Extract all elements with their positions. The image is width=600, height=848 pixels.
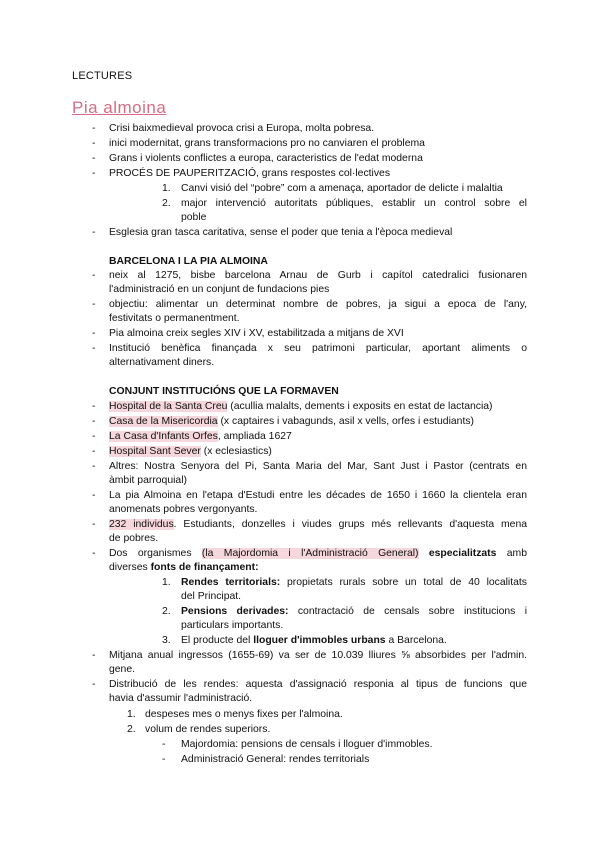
list-item: La pia Almoina en l'etapa d'Estudi entre les décades de 1650 i 1660 la clientela eran xyxy=(109,490,527,501)
list-item: Esglesia gran tasca caritativa, sense el poder que tenia a l'època medieval xyxy=(109,227,453,238)
list-number: 3. xyxy=(162,635,171,646)
list-item: inici modernitat, grans transformacions pro no canviaren el problema xyxy=(109,138,425,149)
section-heading: BARCELONA I LA PIA ALMOINA xyxy=(109,256,268,267)
list-number: 1. xyxy=(162,183,171,194)
list-item: Mitjana anual ingressos (1655-69) va ser de 10.039 lliures ⅝ absorbides per l'admin. xyxy=(109,650,527,661)
highlighted-text: Hospital de la Santa Creu xyxy=(109,401,228,412)
list-item-cont: gene. xyxy=(109,664,136,675)
list-item-text: a Barcelona. xyxy=(385,635,447,646)
bold-text: Pensions derivades: xyxy=(181,606,289,617)
bullet-dash: - xyxy=(92,650,96,661)
list-item xyxy=(109,546,527,561)
list-item-text: (acullia malalts, dements i exposits en estat de lactancia) xyxy=(227,401,493,412)
list-item xyxy=(109,444,272,459)
sub-list-item: despeses mes o menys fixes per l'almoina. xyxy=(145,709,343,720)
section-heading: CONJUNT INSTITUCIÓNS QUE LA FORMAVEN xyxy=(109,386,339,397)
sub-list-item xyxy=(181,633,447,648)
list-item-text: contractació de censals sobre institucions i xyxy=(288,606,527,617)
bullet-dash: - xyxy=(92,270,96,281)
sub-list-item: major intervenció autoritats públiques, establir un control sobre el xyxy=(181,198,527,209)
sub-list-item-cont: particulars importants. xyxy=(181,620,284,631)
list-item-cont: festivitats o permanentment. xyxy=(109,313,240,324)
list-item: objectiu: alimentar un determinat nombre de pobres, ja sigui a epoca de l'any, xyxy=(109,299,527,310)
list-item-cont: àmbit parroquial) xyxy=(109,475,187,486)
bullet-dash: - xyxy=(92,679,96,690)
sub-list-item xyxy=(181,604,527,619)
list-item-cont: de pobres. xyxy=(109,533,159,544)
list-item-text: propietats rurals sobre un total de 40 localitats xyxy=(280,577,527,588)
list-item xyxy=(109,399,493,414)
list-item-cont: havia d'assumir l'administració. xyxy=(109,693,253,704)
bullet-dash: - xyxy=(92,153,96,164)
bold-text: fonts de finançament: xyxy=(150,562,259,573)
sub-list-item-cont: poble xyxy=(181,212,207,223)
list-item-text: . Estudiants, donzelles i viudes grups més rellevants d'aquesta mena xyxy=(173,519,527,530)
list-number: 1. xyxy=(127,709,136,720)
sub-sub-list-item: Administració General: rendes territorials xyxy=(181,754,370,765)
list-item-text: El producte del xyxy=(181,635,254,646)
bold-text: Rendes territorials: xyxy=(181,577,281,588)
bullet-dash: - xyxy=(162,754,166,765)
list-item: Institució benèfica finançada x seu patrimoni particular, aportant aliments o xyxy=(109,343,527,354)
highlighted-text: (la Majordomia i l'Administració General) xyxy=(201,548,419,559)
list-item: neix al 1275, bisbe barcelona Arnau de Gurb i capítol catedralici fusionaren xyxy=(109,270,527,281)
bullet-dash: - xyxy=(92,416,96,427)
bold-text: especialitzats xyxy=(418,548,497,559)
bullet-dash: - xyxy=(92,446,96,457)
highlighted-text: La Casa d'Infants Orfes xyxy=(109,431,218,442)
list-number: 2. xyxy=(162,606,171,617)
list-number: 2. xyxy=(162,198,171,209)
bullet-dash: - xyxy=(162,739,166,750)
bullet-dash: - xyxy=(92,343,96,354)
list-number: 2. xyxy=(127,724,136,735)
bullet-dash: - xyxy=(92,431,96,442)
highlighted-text: 232 individus xyxy=(109,519,174,530)
list-item: Altres: Nostra Senyora del Pi, Santa Maria del Mar, Sant Just i Pastor (centrats en xyxy=(109,461,527,472)
bullet-dash: - xyxy=(92,227,96,238)
list-item-text: (x eclesiastics) xyxy=(200,446,272,457)
bullet-dash: - xyxy=(92,168,96,179)
sub-list-item: Canvi visió del “pobre” com a amenaça, aportador de delicte i malaltia xyxy=(181,183,503,194)
list-item: Distribució de les rendes: aquesta d'assignació responia al tipus de funcions que xyxy=(109,679,527,690)
bullet-dash: - xyxy=(92,490,96,501)
highlighted-text: Hospital Sant Sever xyxy=(109,446,201,457)
bullet-dash: - xyxy=(92,138,96,149)
list-item xyxy=(109,414,474,429)
list-item-text: Dos organismes xyxy=(109,548,202,559)
list-item-cont xyxy=(109,560,259,575)
list-item xyxy=(109,517,527,532)
list-item: Crisi baixmedieval provoca crisi a Europa, molta pobresa. xyxy=(109,123,375,134)
bold-text: lloguer d'immobles urbans xyxy=(253,635,386,646)
bullet-dash: - xyxy=(92,328,96,339)
list-item: Grans i violents conflictes a europa, caracteristics de l'edat moderna xyxy=(109,153,423,164)
list-item: Pia almoina creix segles XIV i XV, estabilitzada a mitjans de XVI xyxy=(109,328,404,339)
bullet-dash: - xyxy=(92,548,96,559)
page-header: LECTURES xyxy=(72,70,133,82)
bullet-dash: - xyxy=(92,299,96,310)
list-item-cont: anomenats pobres vergonyants. xyxy=(109,504,258,515)
sub-list-item-cont: del Principat. xyxy=(181,591,242,602)
page-title: Pia almoina xyxy=(72,98,167,117)
sub-sub-list-item: Majordomia: pensions de censals i lloguer d'immobles. xyxy=(181,739,433,750)
list-item-text: amb xyxy=(496,548,527,559)
list-item: PROCÉS DE PAUPERITZACIÓ, grans respostes col·lectives xyxy=(109,168,391,179)
list-number: 1. xyxy=(162,577,171,588)
bullet-dash: - xyxy=(92,519,96,530)
list-item-text: , ampliada 1627 xyxy=(217,431,292,442)
list-item-cont: alternativament diners. xyxy=(109,357,215,368)
sub-list-item: volum de rendes superiors. xyxy=(145,724,271,735)
bullet-dash: - xyxy=(92,401,96,412)
highlighted-text: Casa de la Misericordia xyxy=(109,416,218,427)
bullet-dash: - xyxy=(92,461,96,472)
list-item-text: (x captaires i vabagunds, asil x vells, orfes i estudiants) xyxy=(217,416,474,427)
list-item-cont: l'administració en un conjunt de fundacions pies xyxy=(109,284,330,295)
sub-list-item xyxy=(181,575,527,590)
list-item-text: diverses xyxy=(109,562,151,573)
bullet-dash: - xyxy=(92,123,96,134)
list-item xyxy=(109,429,292,444)
